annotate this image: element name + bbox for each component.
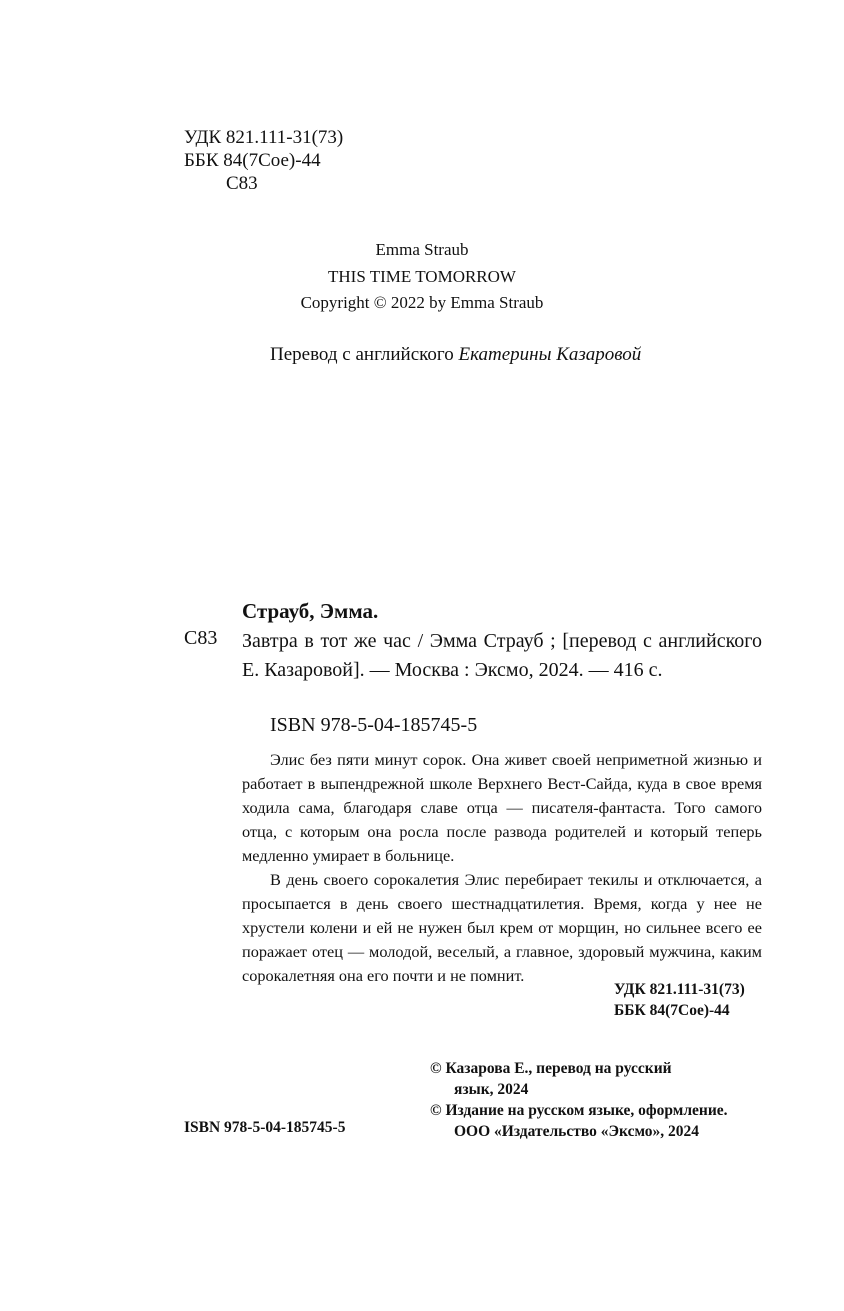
isbn-bottom: ISBN 978-5-04-185745-5	[184, 1119, 346, 1136]
translation-copyright-cont: язык, 2024	[454, 1081, 529, 1098]
udk-code: УДК 821.111-31(73)	[184, 127, 344, 148]
classification-block-top	[184, 126, 343, 195]
original-copyright: Copyright © 2022 by Emma Straub	[300, 293, 544, 312]
annotation-paragraph: В день своего сорокалетия Элис перебирает текилы и отключается, а просыпается в день своего шестнадцатилетия. Время, когда у нее не хрустели колени и ей не нужен был крем от морщин, но сильнее всего ее поражает отец — молодой, веселый, а главное, здоровый мужчина, каким сорокалетняя она его почти и не помнит.	[242, 870, 762, 985]
translator-credit	[270, 344, 641, 366]
udk-code-bottom: УДК 821.111-31(73)	[614, 981, 745, 998]
original-edition-block	[0, 237, 844, 317]
original-author: Emma Straub	[375, 240, 469, 259]
annotation	[242, 748, 762, 988]
edition-copyright-cont: ООО «Издательство «Эксмо», 2024	[454, 1123, 700, 1140]
catalog-isbn: ISBN 978-5-04-185745-5	[270, 714, 478, 736]
edition-copyright: © Издание на русском языке, оформление.	[430, 1102, 728, 1119]
author-mark: С83	[226, 173, 258, 194]
translator-prefix: Перевод с английского	[270, 344, 454, 365]
bbk-code-bottom: ББК 84(7Сое)-44	[614, 1002, 730, 1019]
translation-copyright: © Казарова Е., перевод на русский	[430, 1060, 672, 1077]
catalog-author-heading: Страуб, Эмма.	[242, 599, 379, 623]
catalog-description: Завтра в тот же час / Эмма Страуб ; [перевод с английского Е. Казаровой]. — Москва : Эксмо, 2024. — 416 с.	[242, 630, 762, 681]
original-title: THIS TIME TOMORROW	[328, 266, 516, 286]
classification-block-bottom	[614, 979, 745, 1021]
bbk-code: ББК 84(7Сое)-44	[184, 150, 321, 171]
translator-name: Екатерины Казаровой	[458, 344, 642, 365]
catalog-author-mark: С83	[184, 627, 218, 649]
annotation-paragraph: Элис без пяти минут сорок. Она живет своей неприметной жизнью и работает в выпендрежной школе Верхнего Вест-Сайда, куда в свое время ходила сама, благодаря славе отца — писателя-фантаста. Того самого отца, с которым она росла после развода родителей и который теперь медленно умирает в больнице.	[242, 750, 762, 865]
copyright-notices	[430, 1058, 728, 1142]
